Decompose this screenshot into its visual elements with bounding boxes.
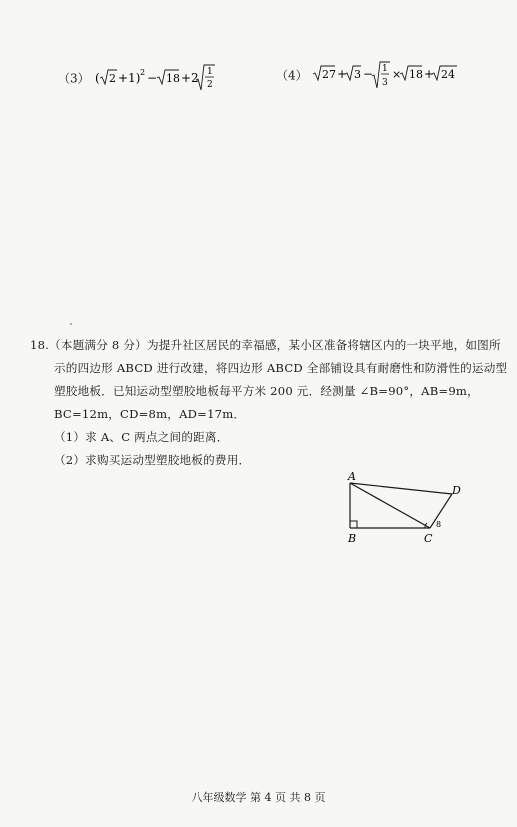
svg-text:×: × (392, 68, 402, 81)
svg-text:3: 3 (382, 78, 389, 88)
right-angle-mark (350, 521, 357, 528)
part3-formula (93, 64, 233, 94)
part4-label: （4） (276, 68, 308, 83)
svg-text:+1): +1) (118, 71, 141, 85)
svg-text:+: + (424, 67, 435, 81)
svg-text:18: 18 (409, 68, 424, 81)
label-A: A (348, 470, 356, 483)
svg-text:3: 3 (354, 68, 362, 81)
svg-text:2: 2 (140, 68, 146, 77)
svg-text:−: − (147, 71, 158, 85)
side-AD (350, 483, 452, 494)
label-C: C (424, 532, 433, 545)
svg-text:+: + (337, 67, 348, 81)
part4-formula (311, 60, 461, 92)
part3-expression (58, 64, 233, 94)
part4-expression (276, 60, 461, 92)
svg-text:(: ( (95, 71, 101, 85)
label-B: B (348, 532, 357, 545)
q18-line-3: 塑胶地板．已知运动型塑胶地板每平方米 200 元．经测量 ∠B=90°，AB=9m， (54, 384, 479, 398)
part3-label: （3） (58, 71, 90, 86)
svg-text:24: 24 (441, 68, 456, 81)
q18-line-2: 示的四边形 ABCD 进行改建，将四边形 ABCD 全部铺设具有耐磨性和防滑性的运动型 (54, 361, 508, 375)
svg-text:2: 2 (207, 80, 214, 90)
svg-text:2: 2 (109, 72, 117, 85)
q18-subquestion-1: （1）求 A、C 两点之间的距离． (54, 430, 229, 444)
label-D: D (452, 484, 461, 497)
page-footer: 八年级数学 第 4 页 共 8 页 (191, 791, 326, 804)
q18-line-4: BC=12m，CD=8m，AD=17m． (54, 407, 246, 421)
question-18 (30, 334, 508, 472)
q18-line-1: 18.（本题满分 8 分）为提升社区居民的幸福感，某小区准备将辖区内的一块平地，如图所 (30, 338, 501, 352)
svg-text:18: 18 (166, 72, 181, 85)
svg-text:−: − (363, 67, 374, 81)
quadrilateral-figure (336, 470, 476, 550)
q18-subquestion-2: （2）求购买运动型塑胶地板的费用． (54, 453, 251, 467)
svg-text:1: 1 (382, 64, 389, 74)
svg-text:+2: +2 (181, 71, 200, 85)
angle-mark-label: 8 (436, 520, 442, 529)
svg-text:1: 1 (207, 67, 214, 77)
svg-text:27: 27 (322, 68, 337, 81)
scan-speck (70, 323, 72, 325)
